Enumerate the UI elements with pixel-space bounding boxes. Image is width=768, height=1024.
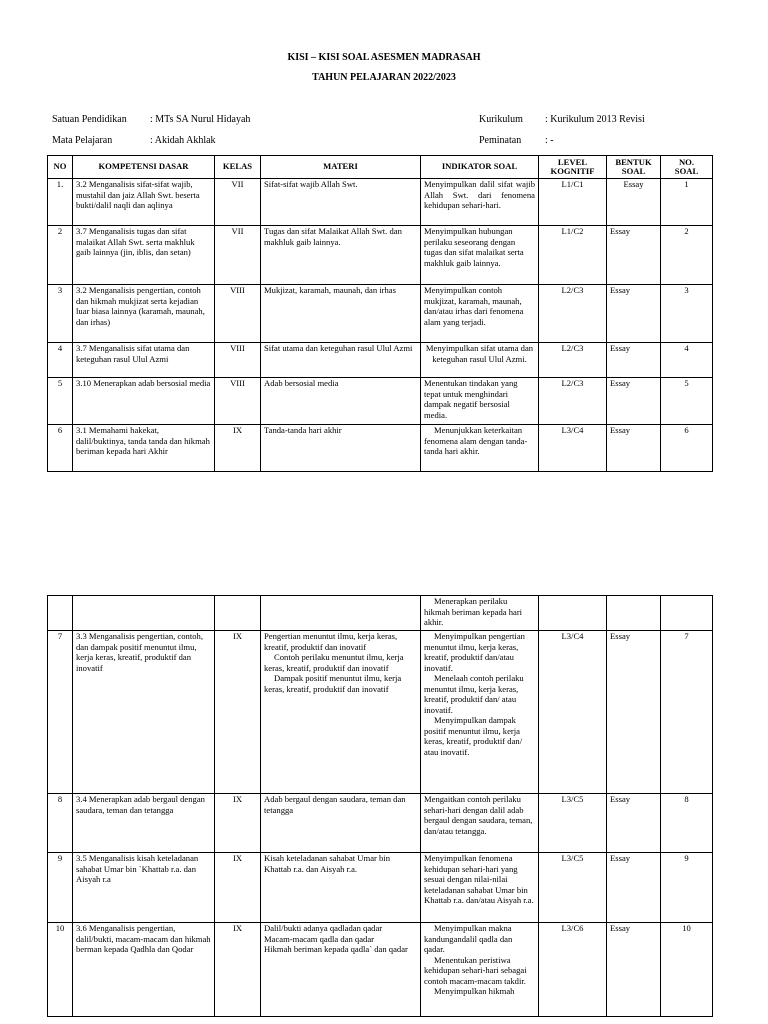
header-level-kognitif [539, 156, 607, 179]
cell-level: L2/C3 [539, 285, 607, 343]
cell-kelas: VIII [215, 285, 261, 343]
cell-kompetensi-dasar: 3.5 Menganalisis kisah keteladanan sahabat Umar bin `Khattab r.a. dan Aisyah r.a [73, 853, 215, 923]
cell-no-soal: 4 [661, 343, 713, 378]
header-nosoal-line-2: SOAL [674, 166, 699, 176]
cell-kelas: IX [215, 923, 261, 1017]
cell-bentuk: Essay [607, 179, 661, 226]
table-row-continuation [48, 596, 713, 631]
cell-level: L1/C1 [539, 179, 607, 226]
indikator-text: Menerapkan perilaku hikmah beriman kepada hari akhir. [424, 596, 523, 627]
cell-no: 9 [48, 853, 73, 923]
cell-bentuk: Essay [607, 425, 661, 472]
cell-no-soal: 10 [661, 923, 713, 1017]
peminatan-label: Peminatan [479, 135, 522, 146]
cell-no: 10 [48, 923, 73, 1017]
cell-kelas [215, 596, 261, 631]
cell-no: 8 [48, 794, 73, 853]
cell-materi: Adab bergaul dengan saudara, teman dan tetangga [261, 794, 421, 853]
cell-kompetensi-dasar: 3.6 Menganalisis pengertian, dalil/bukti, macam-macam dan hikmah berman kepada Qadhla dan Qodar [73, 923, 215, 1017]
cell-level [539, 596, 607, 631]
indikator-item: Menentukan peristiwa kehidupan sehari-hari sebagai contoh macam-macam takdir. [424, 954, 527, 986]
cell-kompetensi-dasar: 3.7 Menganalisis tugas dan sifat malaikat Allah Swt. serta makhluk gaib lainnya (jin, iblis, dan setan) [73, 226, 215, 285]
cell-indikator: Menyimpulkan dalil sifat wajib Allah Swt. dari fenomena kehidupan sehari-hari. [421, 179, 539, 226]
cell-level: L3/C6 [539, 923, 607, 1017]
table-row [48, 378, 713, 425]
cell-kelas: IX [215, 853, 261, 923]
indikator-item: Menyimpulkan pengertian menuntut ilmu, kerja keras, kreatif, produktif dan/atau inovatif. [424, 631, 525, 673]
cell-no: 5 [48, 378, 73, 425]
satuan-value: : MTs SA Nurul Hidayah [150, 114, 251, 125]
cell-no-soal: 8 [661, 794, 713, 853]
materi-item: Macam-macam qadla dan qadar [264, 933, 374, 944]
document-subtitle: TAHUN PELAJARAN 2022/2023 [312, 72, 456, 83]
cell-kelas: VIII [215, 378, 261, 425]
materi-item: Hikmah beriman kepada qadla` dan qadar [264, 944, 408, 954]
table-row [48, 853, 713, 923]
cell-kelas: VII [215, 226, 261, 285]
cell-kelas: VII [215, 179, 261, 226]
table-row [48, 794, 713, 853]
cell-indikator [421, 923, 539, 1017]
cell-kompetensi-dasar: 3.2 Menganalisis sifat-sifat wajib, mustahil dan jaiz Allah Swt. beserta bukti/dalil naqli dan aqlinya [73, 179, 215, 226]
cell-no-soal: 6 [661, 425, 713, 472]
cell-level: L3/C5 [539, 853, 607, 923]
indikator-text: Menunjukkan keterkaitan fenomena alam dengan tanda-tanda hari akhir. [424, 425, 528, 456]
materi-item: Contoh perilaku menuntut ilmu, kerja keras, kreatif, produktif dan inovatif [264, 652, 404, 673]
cell-materi [261, 923, 421, 1017]
document-title: KISI – KISI SOAL ASESMEN MADRASAH [287, 52, 481, 63]
header-indikator-soal: INDIKATOR SOAL [421, 156, 539, 179]
header-level-line-2: KOGNITIF [550, 166, 595, 176]
cell-kompetensi-dasar: 3.7 Menganalisis sifat utama dan keteguhan rasul Ulul Azmi [73, 343, 215, 378]
header-bentuk-line-2: SOAL [621, 166, 646, 176]
indikator-item: Menyimpulkan makna kandungandalil qadla dan qadar. [424, 923, 513, 954]
cell-indikator: Menyimpulkan sifat utama dan keteguhan rasul Ulul Azmi. [421, 343, 539, 378]
cell-materi: Adab bersosial media [261, 378, 421, 425]
cell-indikator [421, 596, 539, 631]
table-row [48, 343, 713, 378]
indikator-item: Menyimpulkan hikmah [434, 986, 515, 996]
kisi-table-page-2 [47, 595, 713, 1017]
cell-kelas: VIII [215, 343, 261, 378]
cell-materi: Mukjizat, karamah, maunah, dan irhas [261, 285, 421, 343]
cell-indikator: Menyimpulkan contoh mukjizat, karamah, maunah, dan/atau irhas dari fenomena alam yang terjadi. [421, 285, 539, 343]
cell-kompetensi-dasar: 3.2 Menganalisis pengertian, contoh dan hikmah mukjizat serta kejadian luar biasa lainnya (karamah, maunah, dan irhas) [73, 285, 215, 343]
cell-level: L3/C5 [539, 794, 607, 853]
cell-bentuk [607, 596, 661, 631]
materi-item: Dalil/bukti adanya qadladan qadar [264, 923, 383, 933]
cell-no: 7 [48, 631, 73, 794]
header-kompetensi-dasar: KOMPETENSI DASAR [73, 156, 215, 179]
cell-bentuk: Essay [607, 853, 661, 923]
cell-no: 6 [48, 425, 73, 472]
cell-indikator: Menyimpulkan hubungan perilaku seseorang dengan tugas dan sifat malaikat serta makhluk gaib lainnya. [421, 226, 539, 285]
header-materi: MATERI [261, 156, 421, 179]
cell-bentuk: Essay [607, 923, 661, 1017]
cell-no-soal: 3 [661, 285, 713, 343]
indikator-item: Menyimpulkan dampak positif menuntut ilmu, kerja keras, kreatif, produktif dan/ atau inovatif. [424, 715, 523, 757]
mapel-label: Mata Pelajaran [52, 135, 113, 146]
table-row [48, 425, 713, 472]
header-level-line-1: LEVEL [557, 156, 588, 167]
header-bentuk-soal [607, 156, 661, 179]
cell-no-soal: 5 [661, 378, 713, 425]
mapel-value: : Akidah Akhlak [150, 135, 216, 146]
cell-kompetensi-dasar: 3.4 Menerapkan adab bergaul dengan saudara, teman dan tetangga [73, 794, 215, 853]
table-row [48, 226, 713, 285]
cell-materi: Tanda-tanda hari akhir [261, 425, 421, 472]
cell-materi: Sifat-sifat wajib Allah Swt. [261, 179, 421, 226]
cell-no-soal: 9 [661, 853, 713, 923]
cell-indikator [421, 425, 539, 472]
cell-no: 3 [48, 285, 73, 343]
cell-indikator: Mengaitkan contoh perilaku sehari-hari dengan dalil adab bergaul dengan saudara, teman, dan/atau tetangga. [421, 794, 539, 853]
header-bentuk-line-1: BENTUK [615, 156, 652, 167]
cell-kompetensi-dasar: 3.3 Menganalisis pengertian, contoh, dan dampak positif menuntut ilmu, kerja keras, kreatif, produktif dan inovatif [73, 631, 215, 794]
cell-level: L1/C2 [539, 226, 607, 285]
table-row [48, 631, 713, 794]
cell-bentuk: Essay [607, 794, 661, 853]
kisi-table-page-1 [47, 155, 713, 472]
cell-bentuk: Essay [607, 378, 661, 425]
materi-item: Dampak positif menuntut ilmu, kerja keras, kreatif, produktif dan inovatif [264, 673, 402, 694]
cell-no-soal: 2 [661, 226, 713, 285]
cell-materi: Kisah keteladanan sahabat Umar bin Khattab r.a. dan Aisyah r.a. [261, 853, 421, 923]
cell-level: L3/C4 [539, 631, 607, 794]
cell-kelas: IX [215, 425, 261, 472]
cell-no-soal: 1 [661, 179, 713, 226]
cell-indikator: Menentukan tindakan yang tepat untuk menghindari dampak negatif bersosial media. [421, 378, 539, 425]
cell-indikator: Menyimpulkan fenomena kehidupan sehari-hari yang sesuai dengan nilai-nilai keteladanan sahabat Umar bin Khattab r.a. dan/atau Aisyah r.a. [421, 853, 539, 923]
table-row [48, 285, 713, 343]
table-row [48, 923, 713, 1017]
cell-kompetensi-dasar: 3.1 Memahami hakekat, dalil/buktinya, tanda tanda dan hikmah beriman kepada hari Akhir [73, 425, 215, 472]
cell-kelas: IX [215, 631, 261, 794]
cell-bentuk: Essay [607, 343, 661, 378]
cell-materi [261, 631, 421, 794]
materi-item: Pengertian menuntut ilmu, kerja keras, kreatif, produktif dan inovatif [264, 631, 398, 652]
cell-kompetensi-dasar: 3.10 Menerapkan adab bersosial media [73, 378, 215, 425]
satuan-label: Satuan Pendidikan [52, 114, 127, 125]
header-nosoal-line-1: NO. [678, 156, 695, 167]
cell-indikator [421, 631, 539, 794]
indikator-item: Menelaah contoh perilaku menuntut ilmu, kerja keras, kreatif, produktif dan/ atau inovatif. [424, 673, 524, 715]
cell-no: 4 [48, 343, 73, 378]
kurikulum-label: Kurikulum [479, 114, 523, 125]
cell-bentuk: Essay [607, 285, 661, 343]
cell-no-soal: 7 [661, 631, 713, 794]
cell-level: L2/C3 [539, 343, 607, 378]
peminatan-value: : - [545, 135, 554, 146]
cell-no: 2 [48, 226, 73, 285]
cell-no: 1. [48, 179, 73, 226]
cell-no-soal [661, 596, 713, 631]
cell-level: L2/C3 [539, 378, 607, 425]
header-no-soal [661, 156, 713, 179]
cell-materi: Sifat utama dan keteguhan rasul Ulul Azmi [261, 343, 421, 378]
kurikulum-value: : Kurikulum 2013 Revisi [545, 114, 645, 125]
cell-kelas: IX [215, 794, 261, 853]
cell-bentuk: Essay [607, 226, 661, 285]
cell-materi [261, 596, 421, 631]
cell-no [48, 596, 73, 631]
cell-bentuk: Essay [607, 631, 661, 794]
cell-kompetensi-dasar [73, 596, 215, 631]
header-kelas: KELAS [215, 156, 261, 179]
header-no: NO [48, 156, 73, 179]
cell-materi: Tugas dan sifat Malaikat Allah Swt. dan makhluk gaib lainnya. [261, 226, 421, 285]
table-row [48, 179, 713, 226]
cell-level: L3/C4 [539, 425, 607, 472]
